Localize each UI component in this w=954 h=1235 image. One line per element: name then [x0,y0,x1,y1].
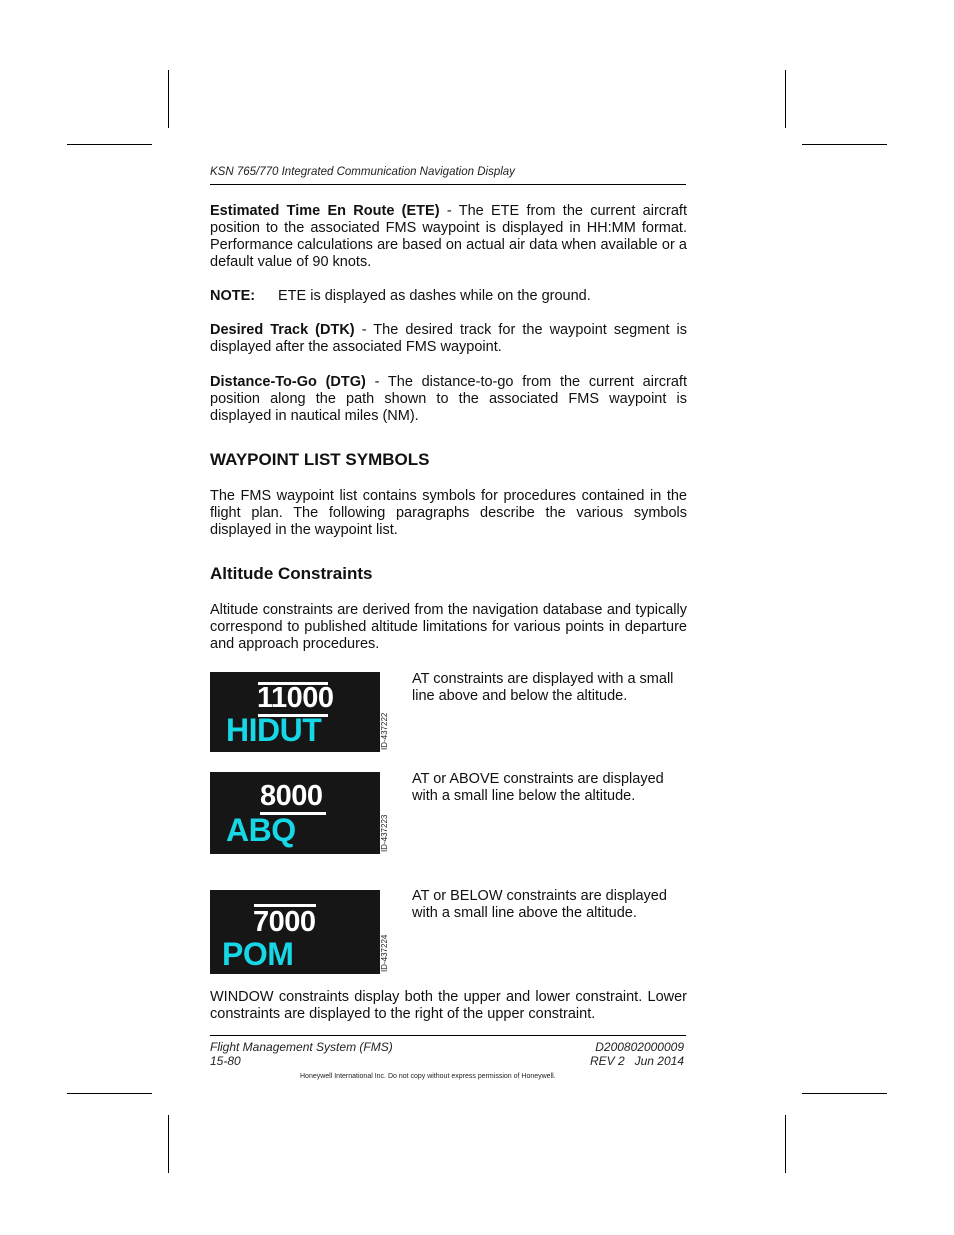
note-text: ETE is displayed as dashes while on the ground. [278,288,591,304]
revision: REV 2 Jun 2014 [589,1054,684,1068]
dtg-text: - The distance-to-go from the current aircraft position along the path shown to the associated FMS waypoint is displayed in nautical miles (NM). [210,374,687,424]
figure-id: ID-437224 [380,934,389,972]
crop-mark [802,1093,887,1094]
altitude-value: 8000 [260,780,323,812]
at-caption: AT constraints are displayed with a small line above and below the altitude. [412,671,674,704]
section-heading: WAYPOINT LIST SYMBOLS [210,450,430,469]
at-or-below-caption: AT or BELOW constraints are displayed with a small line above the altitude. [412,888,667,921]
footer-rule [210,1035,686,1036]
section-intro: The FMS waypoint list contains symbols for procedures contained in the flight plan. The following paragraphs describe the various symbols displayed in the waypoint list. [210,488,687,538]
running-header: KSN 765/770 Integrated Communication Navigation Display [210,166,686,185]
window-paragraph: WINDOW constraints display both the upper and lower constraint. Lower constraints are displayed to the right of the upper constraint. [210,989,687,1022]
crop-mark [168,70,169,128]
crop-mark [67,144,152,145]
note-paragraph [210,288,687,305]
at-or-above-figure [210,772,380,854]
document-number: D200802000009 [595,1040,684,1054]
dtk-text: - The desired track for the waypoint segment is displayed after the associated FMS waypoint. [210,322,687,355]
altitude-value: 11000 [257,682,334,714]
ete-term: Estimated Time En Route (ETE) [210,203,440,219]
waypoint-name: POM [222,936,294,972]
at-constraint-figure [210,672,380,752]
ete-text: - The ETE from the current aircraft position to the associated FMS waypoint is displayed in HH:MM format. Performance calculations are based on actual air data when available or a default value of 90 knots. [210,203,687,270]
altitude-value: 7000 [253,906,316,938]
note-label: NOTE: [210,288,256,304]
waypoint-name: HIDUT [226,712,322,748]
crop-mark [802,144,887,145]
crop-mark [67,1093,152,1094]
subsection-intro: Altitude constraints are derived from the navigation database and typically correspond to published altitude limitations for various points in departure and approach procedures. [210,602,687,652]
copyright-notice: Honeywell International Inc. Do not copy without express permission of Honeywell. [300,1073,556,1080]
dtk-paragraph [210,322,687,356]
at-or-above-caption: AT or ABOVE constraints are displayed with a small line below the altitude. [412,771,664,804]
waypoint-name: ABQ [226,812,296,848]
crop-mark [785,1115,786,1173]
dtg-term: Distance-To-Go (DTG) [210,374,366,390]
dtk-term: Desired Track (DTK) [210,322,355,338]
footer-title: Flight Management System (FMS) [210,1040,393,1054]
figure-id: ID-437223 [380,814,389,852]
figure-id: ID-437222 [380,712,389,750]
at-or-below-figure [210,890,380,974]
crop-mark [785,70,786,128]
dtg-paragraph [210,374,687,425]
ete-paragraph [210,203,687,271]
crop-mark [168,1115,169,1173]
page-number: 15-80 [210,1054,241,1068]
subsection-heading: Altitude Constraints [210,564,373,583]
